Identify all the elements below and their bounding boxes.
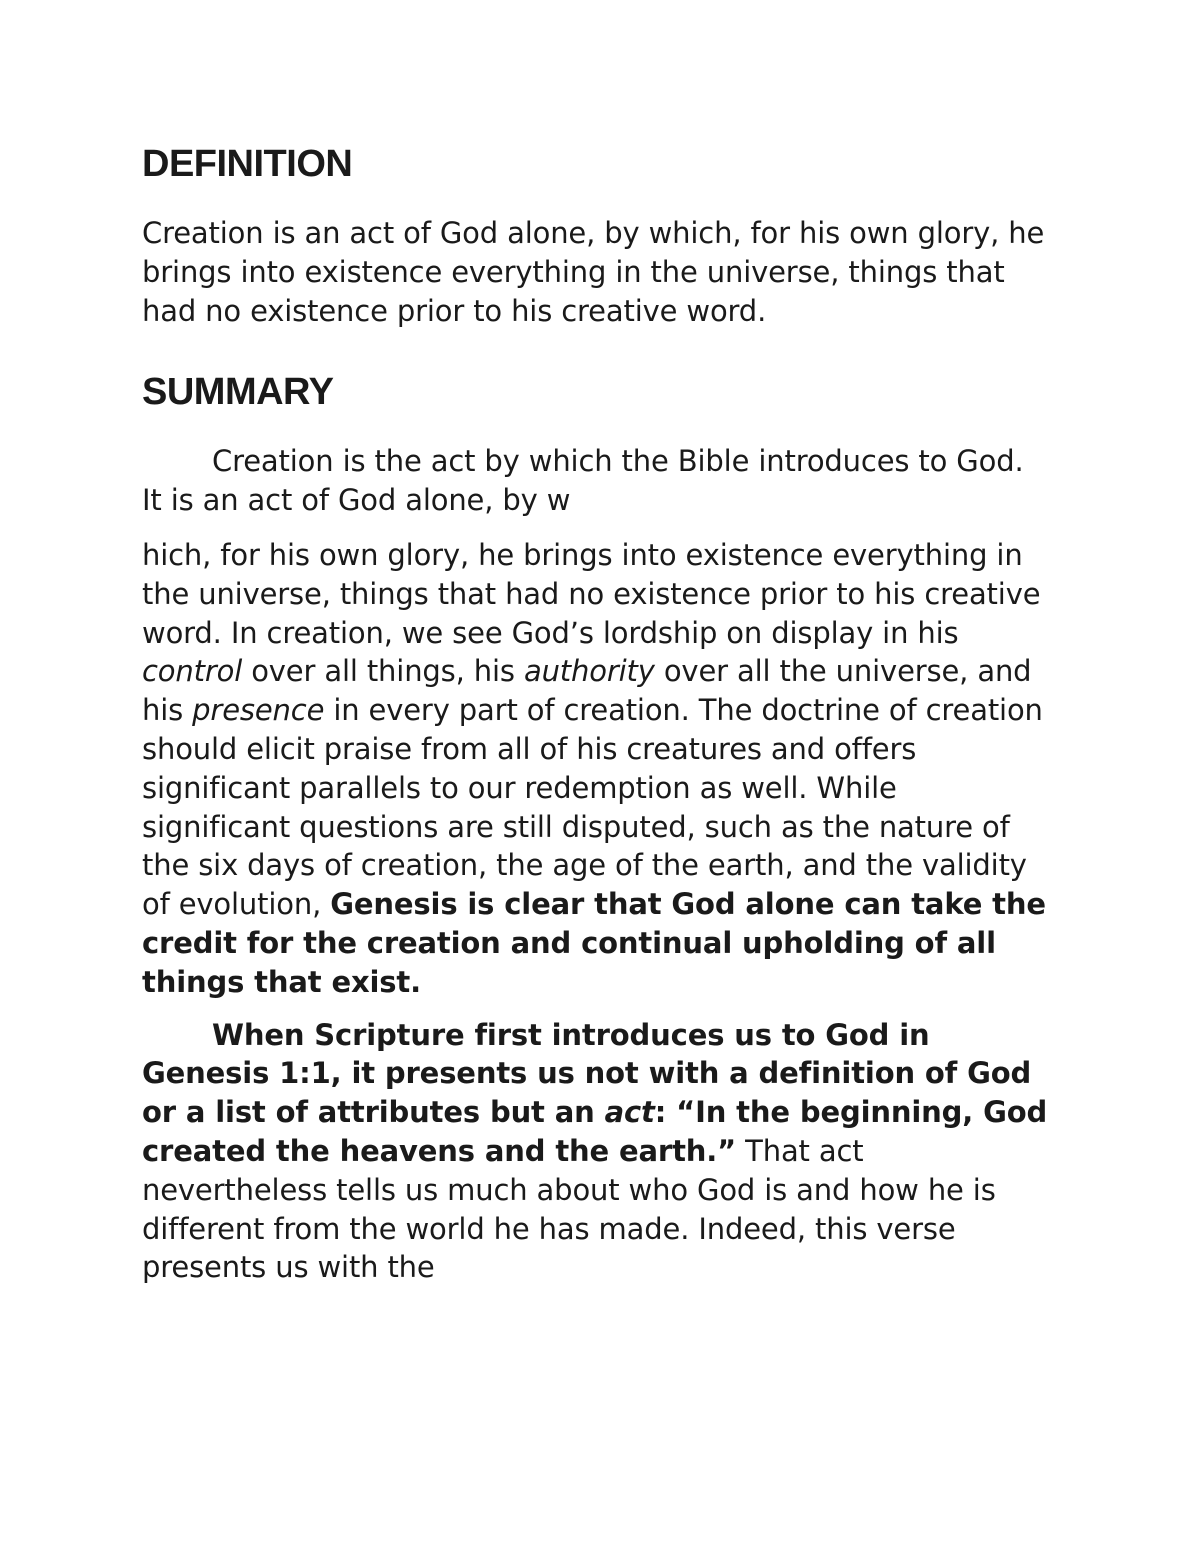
document-page [142, 140, 1052, 1287]
summary-heading: SUMMARY [142, 371, 334, 414]
emphasis-act: act [604, 1095, 655, 1130]
emphasis-control: control [142, 654, 243, 689]
bold-quote: : “In the beginning, God created the heavens and the earth.” [142, 1095, 1048, 1168]
paragraph-text: in every part of creation. The doctrine of creation should elicit praise from all of his creatures and offers significant parallels to our redemption as well. While significant questions are still disputed, such as the nature of the six days of creation, the age of the earth, and the validity of evolution, [142, 693, 1043, 922]
definition-text: Creation is an act of God alone, by which, for his own glory, he brings into existence everything in the universe, things that had no existence prior to his creative word. [142, 216, 1045, 328]
bold-conclusion: Genesis is clear that God alone can take the credit for the creation and continual upholding of all things that exist. [142, 887, 1046, 999]
emphasis-presence: presence [192, 693, 325, 728]
bold-text: When Scripture first introduces us to God in Genesis 1:1, it presents us not with a definition of God or a list of attributes but an [142, 1017, 1032, 1130]
summary-paragraph-2 [142, 536, 1052, 1002]
summary-paragraph-3 [142, 1016, 1052, 1288]
paragraph-text: hich, for his own glory, he brings into existence everything in the universe, things that had no existence prior to his creative word. In creation, we see God’s lordship on display in his [142, 537, 1041, 650]
definition-heading: DEFINITION [142, 143, 353, 185]
paragraph-text: over all things, his [242, 654, 524, 689]
paragraph-text: That act nevertheless tells us much about who God is and how he is different from the world he has made. Indeed, this verse presents us with the [142, 1133, 996, 1285]
summary-paragraph-1: Creation is the act by which the Bible introduces to God. It is an act of God alone, by w [142, 444, 1024, 518]
paragraph-text: over all the universe, and his [142, 654, 1032, 728]
emphasis-authority: authority [523, 654, 655, 689]
